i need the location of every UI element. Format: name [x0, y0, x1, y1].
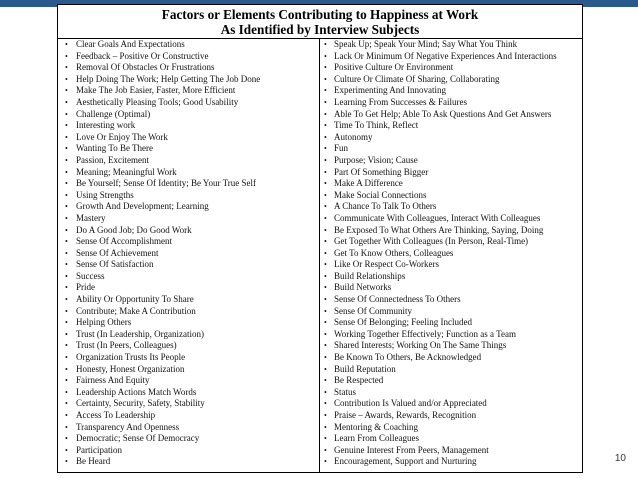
factor-item: • Communicate With Colleagues, Interact With Colleagues [320, 213, 582, 225]
factor-item: • Certainty, Security, Safety, Stability [58, 398, 319, 410]
factor-item: • Be Respected [320, 375, 582, 387]
factor-item: • Part Of Something Bigger [320, 167, 582, 179]
factor-item: • Mentoring & Coaching [320, 422, 582, 434]
factor-item: • Ability Or Opportunity To Share [58, 294, 319, 306]
factor-item: • Build Relationships [320, 271, 582, 283]
factor-item: • Aesthetically Pleasing Tools; Good Usability [58, 97, 319, 109]
factor-item: • Be Known To Others, Be Acknowledged [320, 352, 582, 364]
factor-item: • Love Or Enjoy The Work [58, 132, 319, 144]
page-number: 10 [614, 453, 626, 464]
factor-item: • Democratic; Sense Of Democracy [58, 433, 319, 445]
factor-item: • Praise – Awards, Rewards, Recognition [320, 410, 582, 422]
factor-item: • Status [320, 387, 582, 399]
factor-item: • Working Together Effectively; Function as a Team [320, 329, 582, 341]
factor-item: • Sense Of Community [320, 306, 582, 318]
factor-item: • Helping Others [58, 317, 319, 329]
factor-item: • Get To Know Others, Colleagues [320, 248, 582, 260]
factor-item: • Be Yourself; Sense Of Identity; Be Your True Self [58, 178, 319, 190]
table-title-line2: As Identified by Interview Subjects [220, 22, 420, 37]
factor-item: • Feedback – Positive Or Constructive [58, 51, 319, 63]
factor-item: • Build Networks [320, 282, 582, 294]
factor-item: • Fairness And Equity [58, 375, 319, 387]
factor-item: • Removal Of Obstacles Or Frustrations [58, 62, 319, 74]
factor-item: • Make A Difference [320, 178, 582, 190]
factor-item: • Clear Goals And Expectations [58, 39, 319, 51]
factor-item: • Challenge (Optimal) [58, 109, 319, 121]
factor-item: • Be Exposed To What Others Are Thinking, Saying, Doing [320, 225, 582, 237]
factor-item: • Positive Culture Or Environment [320, 62, 582, 74]
factor-item: • Shared Interests; Working On The Same Things [320, 340, 582, 352]
factor-item: • Leadership Actions Match Words [58, 387, 319, 399]
factor-item: • Autonomy [320, 132, 582, 144]
factor-item: • Learn From Colleagues [320, 433, 582, 445]
factor-item: • Lack Or Minimum Of Negative Experiences And Interactions [320, 51, 582, 63]
left-factor-list [58, 39, 319, 468]
factor-item: • Sense Of Achievement [58, 248, 319, 260]
factor-item: • Be Heard [58, 456, 319, 468]
factor-item: • Experimenting And Innovating [320, 85, 582, 97]
factor-item: • Pride [58, 282, 319, 294]
factor-item: • Fun [320, 143, 582, 155]
factor-item: • Contribution Is Valued and/or Appreciated [320, 398, 582, 410]
table-title-line1: Factors or Elements Contributing to Happiness at Work [161, 7, 479, 22]
factor-item: • Sense Of Satisfaction [58, 259, 319, 271]
factor-item: • A Chance To Talk To Others [320, 201, 582, 213]
factor-item: • Build Reputation [320, 364, 582, 376]
factor-item: • Get Together With Colleagues (In Person, Real-Time) [320, 236, 582, 248]
factor-item: • Growth And Development; Learning [58, 201, 319, 213]
factor-item: • Make The Job Easier, Faster, More Efficient [58, 85, 319, 97]
factor-item: • Able To Get Help; Able To Ask Questions And Get Answers [320, 109, 582, 121]
happiness-factors-table [57, 4, 583, 473]
factor-item: • Time To Think, Reflect [320, 120, 582, 132]
factor-item: • Using Strengths [58, 190, 319, 202]
factor-item: • Contribute; Make A Contribution [58, 306, 319, 318]
factor-item: • Transparency And Openness [58, 422, 319, 434]
factor-item: • Trust (In Peers, Colleagues) [58, 340, 319, 352]
factor-item: • Access To Leadership [58, 410, 319, 422]
right-factor-list [320, 39, 582, 468]
factor-item: • Purpose; Vision; Cause [320, 155, 582, 167]
factor-item: • Make Social Connections [320, 190, 582, 202]
factor-item: • Genuine Interest From Peers, Management [320, 445, 582, 457]
factor-item: • Honesty, Honest Organization [58, 364, 319, 376]
factor-item: • Organization Trusts Its People [58, 352, 319, 364]
factor-item: • Help Doing The Work; Help Getting The Job Done [58, 74, 319, 86]
factor-item: • Meaning; Meaningful Work [58, 167, 319, 179]
factor-item: • Interesting work [58, 120, 319, 132]
factor-item: • Sense Of Accomplishment [58, 236, 319, 248]
factor-item: • Do A Good Job; Do Good Work [58, 225, 319, 237]
factor-item: • Trust (In Leadership, Organization) [58, 329, 319, 341]
factor-item: • Participation [58, 445, 319, 457]
right-column [320, 39, 582, 472]
factor-item: • Like Or Respect Co-Workers [320, 259, 582, 271]
factor-item: • Learning From Successes & Failures [320, 97, 582, 109]
factor-item: • Success [58, 271, 319, 283]
factor-item: • Wanting To Be There [58, 143, 319, 155]
factor-item: • Mastery [58, 213, 319, 225]
factor-item: • Sense Of Belonging; Feeling Included [320, 317, 582, 329]
factor-item: • Passion, Excitement [58, 155, 319, 167]
factor-item: • Encouragement, Support and Nurturing [320, 456, 582, 468]
factor-item: • Speak Up; Speak Your Mind; Say What You Think [320, 39, 582, 51]
factor-item: • Sense Of Connectedness To Others [320, 294, 582, 306]
table-title [58, 5, 582, 39]
left-column [58, 39, 320, 472]
factor-item: • Culture Or Climate Of Sharing, Collaborating [320, 74, 582, 86]
